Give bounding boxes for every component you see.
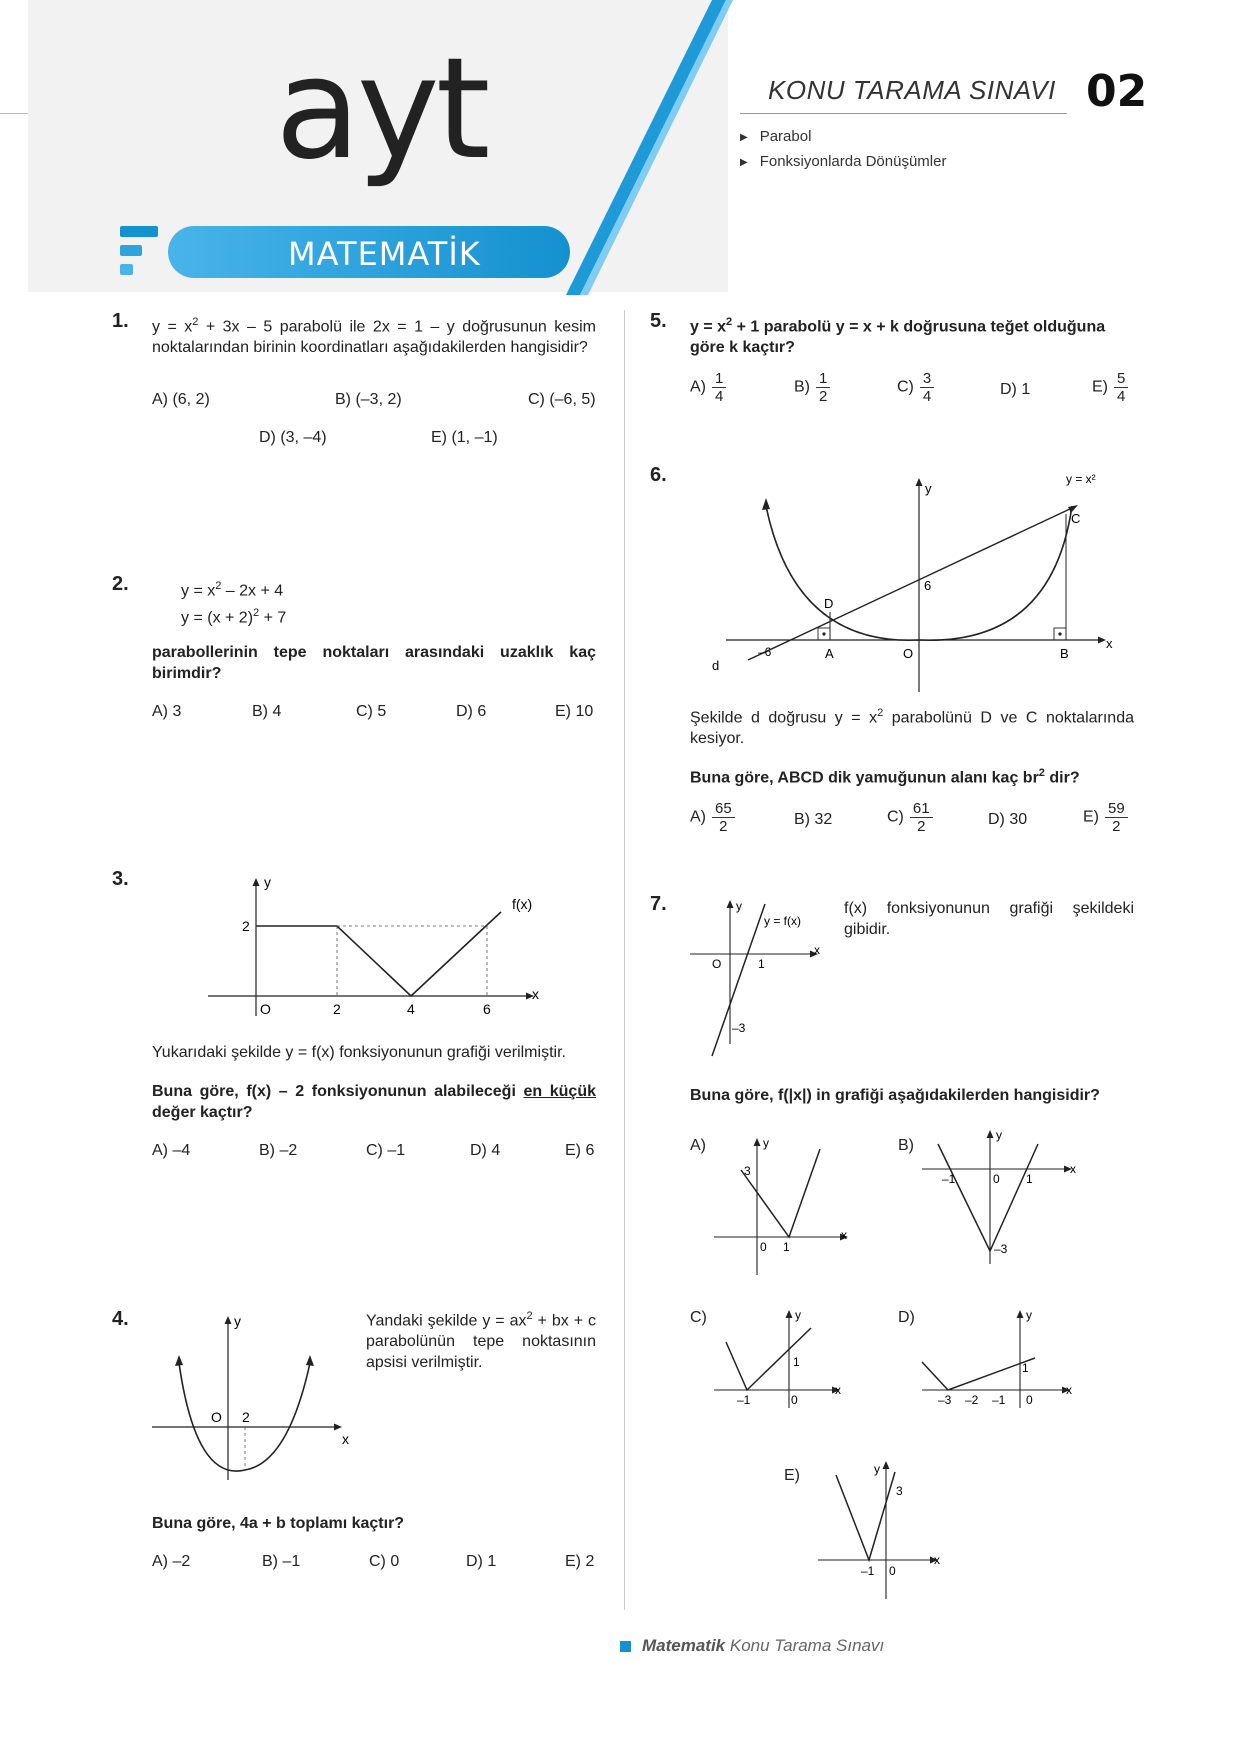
brand-logo: ayt: [275, 28, 487, 191]
f-logo-bar-3: [120, 264, 133, 275]
svg-text:0: 0: [889, 1564, 896, 1578]
q7-y-tick-m3: –3: [732, 1021, 746, 1035]
svg-text:0: 0: [1026, 1393, 1033, 1407]
svg-text:–1: –1: [992, 1393, 1006, 1407]
q4-option-e[interactable]: E) 2: [565, 1553, 595, 1570]
q6-point-a: A: [825, 646, 834, 661]
q2-number: 2.: [112, 573, 129, 595]
q1-number: 1.: [112, 310, 129, 332]
q6-x-tick-m6: –6: [758, 645, 772, 659]
svg-text:x: x: [841, 1228, 847, 1242]
svg-text:–3: –3: [994, 1242, 1008, 1256]
footer-text: Matematik Konu Tarama Sınavı: [642, 1636, 885, 1655]
subject-pill: [168, 226, 570, 278]
q3-origin-label: O: [260, 1001, 271, 1017]
svg-text:–3: –3: [938, 1393, 952, 1407]
exam-title: KONU TARAMA SINAVI: [768, 75, 1056, 105]
q7-option-d-label[interactable]: D): [898, 1309, 915, 1326]
q3-x-tick-2: 2: [333, 1001, 341, 1017]
header-rule: [0, 113, 28, 114]
q1-option-d[interactable]: D) (3, –4): [259, 429, 327, 446]
q2-option-e[interactable]: E) 10: [555, 703, 594, 720]
svg-text:0: 0: [993, 1172, 1000, 1186]
q4-option-b[interactable]: B) –1: [262, 1553, 301, 1570]
q7-option-b-label[interactable]: B): [898, 1137, 914, 1154]
q2-equation-1: $y = x^2 - 2x + 4$: [181, 580, 284, 600]
topic-item: ▶ Parabol: [740, 128, 811, 145]
q7-graph: [686, 892, 826, 1062]
q6-y-label: y: [925, 481, 932, 496]
q5-option-a[interactable]: A) $\frac{1}{4}$: [690, 370, 726, 405]
f-logo-bar-2: [120, 245, 142, 256]
q7-option-c-label[interactable]: C): [690, 1309, 707, 1326]
q5-option-d[interactable]: D) 1: [1000, 381, 1031, 398]
svg-text:1: 1: [1026, 1172, 1033, 1186]
svg-text:1: 1: [1022, 1361, 1029, 1375]
q3-x-tick-4: 4: [407, 1001, 415, 1017]
q4-origin-label: O: [211, 1409, 222, 1425]
q1-option-a[interactable]: A) (6, 2): [152, 391, 210, 408]
q2-option-a[interactable]: A) 3: [152, 703, 182, 720]
exam-title-rule: [740, 113, 1067, 114]
svg-text:x: x: [934, 1553, 940, 1567]
q6-number: 6.: [650, 464, 667, 486]
q3-number: 3.: [112, 868, 129, 890]
q5-option-e[interactable]: E) $\frac{5}{4}$: [1092, 370, 1128, 405]
header-diagonal-stripe: [560, 0, 740, 295]
svg-text:y: y: [795, 1308, 801, 1322]
q7-text: f(x) fonksiyonunun grafiği şekildeki gibidir.: [844, 900, 1134, 938]
q4-option-a[interactable]: A) –2: [152, 1553, 191, 1570]
q1-option-b[interactable]: B) (–3, 2): [335, 391, 402, 408]
q2-option-b[interactable]: B) 4: [252, 703, 282, 720]
q6-y-intercept-6: 6: [924, 578, 932, 593]
q7-option-d-graph[interactable]: [918, 1304, 1088, 1414]
q1-text: $y = x^2 + 3x - 5$ parabolü ile 2x = 1 – y doğrusunun kesim noktalarından birinin koordinatları aşağıdakilerden hangisidir?: [152, 316, 596, 357]
q6-option-a[interactable]: A) $\frac{65}{2}$: [690, 800, 735, 835]
q6-option-d[interactable]: D) 30: [988, 811, 1028, 828]
svg-text:0: 0: [760, 1240, 767, 1254]
q6-option-b[interactable]: B) 32: [794, 811, 833, 828]
q1-option-c[interactable]: C) (–6, 5): [528, 391, 596, 408]
q5-text: $y = x^2 + 1$ parabolü y = x + k doğrusuna teğet olduğuna göre k kaçtır?: [690, 316, 1106, 357]
q3-option-d[interactable]: D) 4: [470, 1142, 501, 1159]
svg-text:–1: –1: [942, 1172, 956, 1186]
svg-text:3: 3: [896, 1484, 903, 1498]
svg-text:–1: –1: [737, 1393, 751, 1407]
svg-text:3: 3: [744, 1164, 751, 1178]
q7-option-a-graph[interactable]: [710, 1130, 860, 1280]
q7-number: 7.: [650, 893, 667, 915]
q4-option-c[interactable]: C) 0: [369, 1553, 400, 1570]
q4-graph: [148, 1308, 368, 1483]
svg-text:x: x: [1066, 1383, 1072, 1397]
q7-option-e-label[interactable]: E): [784, 1467, 800, 1484]
q3-option-a[interactable]: A) –4: [152, 1142, 191, 1159]
q3-option-c[interactable]: C) –1: [366, 1142, 406, 1159]
q4-question: Buna göre, 4a + b toplamı kaçtır?: [152, 1515, 405, 1532]
q3-option-b[interactable]: B) –2: [259, 1142, 298, 1159]
q6-question: Buna göre, ABCD dik yamuğunun alanı kaç $br^2$ dir?: [690, 767, 1080, 787]
q3-f-label: f(x): [512, 896, 533, 912]
q6-point-o: O: [903, 646, 914, 661]
q6-line-d: d: [712, 658, 720, 673]
svg-text:y: y: [1026, 1308, 1032, 1322]
q6-curve-label: y = x²: [1066, 472, 1096, 486]
q3-x-label: x: [532, 986, 539, 1002]
subject-label: MATEMATİK: [288, 235, 481, 273]
svg-text:x: x: [1070, 1162, 1076, 1176]
q3-text: Yukarıdaki şekilde y = f(x) fonksiyonunun grafiği verilmiştir.: [152, 1044, 566, 1061]
q5-option-b[interactable]: B) $\frac{1}{2}$: [794, 370, 830, 405]
svg-text:0: 0: [791, 1393, 798, 1407]
q6-text: Şekilde d doğrusu $y = x^2$ parabolünü D ve C noktalarında kesiyor.: [690, 707, 1135, 748]
svg-text:y: y: [874, 1462, 880, 1476]
q6-point-c: C: [1071, 511, 1081, 526]
q4-text: Yandaki şekilde $y = ax^2$ + bx + c parabolünün tepe noktasının apsisi verilmiştir.: [366, 1310, 596, 1372]
q4-y-label: y: [234, 1313, 241, 1329]
q6-option-c[interactable]: C) $\frac{61}{2}$: [887, 800, 933, 835]
q4-x-label: x: [342, 1431, 349, 1447]
footer-square-icon: [620, 1641, 631, 1652]
column-divider: [624, 310, 625, 1610]
q7-option-b-graph[interactable]: [918, 1124, 1088, 1274]
q5-number: 5.: [650, 310, 667, 332]
q7-question: Buna göre, f(|x|) in grafiği aşağıdakilerden hangisidir?: [690, 1087, 1100, 1104]
q2-question: parabollerinin tepe noktaları arasındaki uzaklık kaç birimdir?: [152, 644, 596, 682]
q7-f-label: y = f(x): [764, 914, 802, 928]
svg-text:–2: –2: [965, 1393, 979, 1407]
svg-text:y: y: [763, 1136, 769, 1150]
q6-option-e[interactable]: E) $\frac{59}{2}$: [1083, 800, 1128, 835]
q7-origin-label: O: [712, 957, 722, 971]
q2-equation-2: $y = (x + 2)^2 + 7$: [181, 607, 287, 627]
q2-option-d[interactable]: D) 6: [456, 703, 487, 720]
topic-item: ▶ Fonksiyonlarda Dönüşümler: [740, 153, 946, 170]
q7-option-c-graph[interactable]: [710, 1304, 860, 1414]
q4-number: 4.: [112, 1308, 129, 1330]
q7-x-label: x: [814, 943, 820, 957]
q7-option-e-graph[interactable]: [814, 1455, 964, 1605]
q6-x-label: x: [1106, 636, 1113, 651]
q2-option-c[interactable]: C) 5: [356, 703, 387, 720]
q4-x-tick-2: 2: [242, 1409, 250, 1425]
q3-graph: [200, 870, 550, 1020]
q3-y-tick-2: 2: [242, 918, 250, 934]
q7-y-label: y: [736, 899, 742, 913]
q4-option-d[interactable]: D) 1: [466, 1553, 497, 1570]
svg-text:1: 1: [793, 1355, 800, 1369]
q3-x-tick-6: 6: [483, 1001, 491, 1017]
svg-text:–1: –1: [861, 1564, 875, 1578]
q1-option-e[interactable]: E) (1, –1): [431, 429, 498, 446]
svg-text:y: y: [996, 1128, 1002, 1142]
q3-y-label: y: [264, 874, 271, 890]
q3-option-e[interactable]: E) 6: [565, 1142, 595, 1159]
q7-x-tick-1: 1: [758, 957, 765, 971]
q3-question: Buna göre, f(x) – 2 fonksiyonunun alabileceği en küçük değer kaçtır?: [152, 1083, 596, 1121]
svg-text:1: 1: [783, 1240, 790, 1254]
exam-number: 02: [1086, 66, 1148, 117]
svg-text:x: x: [835, 1383, 841, 1397]
q7-option-a-label[interactable]: A): [690, 1137, 706, 1154]
q6-graph: [700, 466, 1120, 696]
q6-point-d: D: [824, 596, 834, 611]
q5-option-c[interactable]: C) $\frac{3}{4}$: [897, 370, 934, 405]
f-logo-bar-1: [120, 226, 158, 237]
q6-point-b: B: [1060, 646, 1069, 661]
